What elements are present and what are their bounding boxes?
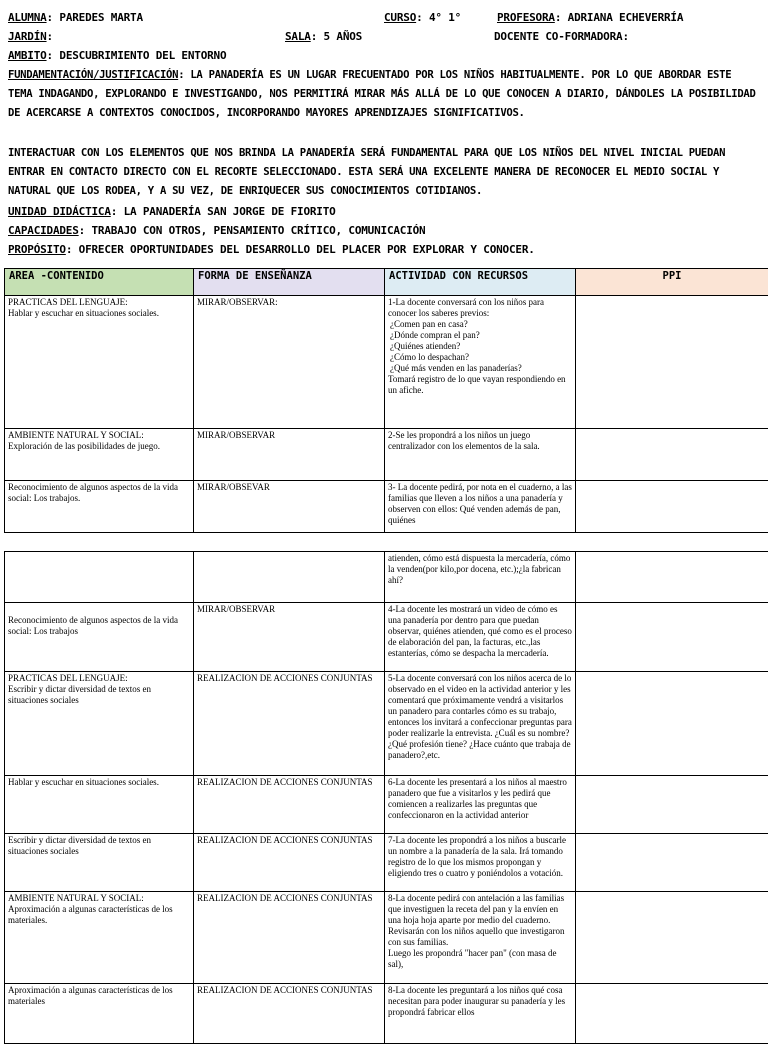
cell-ppi	[576, 984, 768, 1044]
cell-ppi	[576, 552, 768, 603]
fundamentacion-text: : LA PANADERÍA ES UN LUGAR FRECUENTADO POR LOS NIÑOS HABITUALMENTE. POR LO QUE ABORDAR ESTE TEMA INDAGANDO, EXPLORANDO E INVESTIGANDO, NOS PERMITIRÁ MIRAR MÁS ALLÁ DE LO QUE CONOCEN A DIARIO, DÁNDOLES LA POSIBILIDAD DE ACERCARSE A CONTEXTOS CONOCIDOS, INCORPORANDO MAYORES APRENDIZAJES SIGNIFICATIVOS.	[8, 69, 756, 119]
table-row	[5, 481, 768, 533]
proposito-label: PROPÓSITO	[8, 243, 66, 256]
unidad-label: UNIDAD DIDÁCTICA	[8, 205, 111, 218]
sala-value: : 5 AÑOS	[311, 30, 362, 43]
cell-ppi	[576, 481, 768, 533]
ambito-value: : DESCUBRIMIENTO DEL ENTORNO	[47, 49, 227, 62]
table-row	[5, 984, 768, 1044]
header-actividad-recursos: ACTIVIDAD CON RECURSOS	[385, 269, 576, 296]
cell-actividad: 7-La docente les propondrá a los niños a buscarle un nombre a la panadería de la sala. Irá tomando registro de lo que los mismos propongan y eligiendo tres o cuatro y poniéndolos a votación.	[385, 834, 576, 892]
table-row	[5, 552, 768, 603]
cell-ppi	[576, 776, 768, 834]
profesora-line	[497, 8, 683, 27]
cell-actividad: 6-La docente les presentará a los niños al maestro panadero que fue a visitarlos y les pedirá que comiencen a realizarles las preguntas que confeccionaron en la actividad anterior	[385, 776, 576, 834]
capacidades-value: : TRABAJO CON OTROS, PENSAMIENTO CRÍTICO, COMUNICACIÓN	[79, 224, 426, 237]
planning-table-2	[4, 551, 768, 1044]
curso-label: CURSO	[384, 11, 416, 24]
cell-area: Reconocimiento de algunos aspectos de la vida social: Los trabajos	[5, 603, 194, 672]
cell-forma: MIRAR/OBSEVAR	[194, 481, 385, 533]
header-ppi: PPI	[576, 269, 768, 296]
cell-actividad: 8-La docente pedirá con antelación a las familias que investiguen la receta del pan y la envíen en una hoja hoja aparte por medio del cuaderno. Revisarán con los niños aquello que investigaron con sus familias. Luego les propondrá "hacer pan" (con masa de sal),	[385, 892, 576, 984]
ambito-line	[8, 46, 226, 65]
header-forma-ensenanza: FORMA DE ENSEÑANZA	[194, 269, 385, 296]
header-area-contenido: AREA -CONTENIDO	[5, 269, 194, 296]
cell-forma: MIRAR/OBSERVAR	[194, 429, 385, 481]
cell-forma: REALIZACION DE ACCIONES CONJUNTAS	[194, 984, 385, 1044]
cell-area: Escribir y dictar diversidad de textos en situaciones sociales	[5, 834, 194, 892]
table-row	[5, 603, 768, 672]
cell-actividad: 5-La docente conversará con los niños acerca de lo observado en el video en la actividad anterior y les comentará que próximamente vendrá a visitarlos un panadero para contarles cómo es su trabajo, entonces los invitará a confeccionar preguntas para poder realizarle la entrevista. ¿Cuál es su nombre? ¿Qué profesión tiene? ¿Hace cuánto que trabaja de panadero?,etc.	[385, 672, 576, 776]
proposito-line	[8, 240, 535, 259]
docente-line	[494, 27, 629, 46]
cell-ppi	[576, 672, 768, 776]
table-row	[5, 892, 768, 984]
sala-line	[285, 27, 362, 46]
fundamentacion-label: FUNDAMENTACIÓN/JUSTIFICACIÓN	[8, 69, 178, 81]
interactuar-paragraph: INTERACTUAR CON LOS ELEMENTOS QUE NOS BRINDA LA PANADERÍA SERÁ FUNDAMENTAL PARA QUE LOS NIÑOS DEL NIVEL INICIAL PUEDAN ENTRAR EN CONTACTO DIRECTO CON EL RECORTE SELECCIONADO. ESTA SERÁ UNA EXCELENTE MANERA DE RECONOCER EL MEDIO SOCIAL Y NATURAL QUE LOS RODEA, Y A SU VEZ, DE ENRIQUECER SUS CONOCIMIENTOS COTIDIANOS.	[8, 144, 760, 202]
jardin-line	[8, 27, 53, 46]
table-row	[5, 429, 768, 481]
curso-value: : 4° 1°	[416, 11, 461, 24]
cell-forma: REALIZACION DE ACCIONES CONJUNTAS	[194, 776, 385, 834]
cell-area	[5, 552, 194, 603]
unidad-value: : LA PANADERÍA SAN JORGE DE FIORITO	[111, 205, 336, 218]
cell-ppi	[576, 429, 768, 481]
docente-label: DOCENTE CO-FORMADORA:	[494, 30, 629, 43]
table-row	[5, 296, 768, 429]
cell-ppi	[576, 296, 768, 429]
cell-area: Aproximación a algunas características de los materiales	[5, 984, 194, 1044]
capacidades-line	[8, 221, 425, 240]
table-row	[5, 672, 768, 776]
proposito-value: : OFRECER OPORTUNIDADES DEL DESARROLLO DEL PLACER POR EXPLORAR Y CONOCER.	[66, 243, 535, 256]
alumna-label: ALUMNA	[8, 11, 47, 24]
table-row	[5, 834, 768, 892]
cell-forma: MIRAR/OBSERVAR:	[194, 296, 385, 429]
cell-forma: REALIZACION DE ACCIONES CONJUNTAS	[194, 834, 385, 892]
cell-forma: MIRAR/OBSERVAR	[194, 603, 385, 672]
cell-actividad: 1-La docente conversará con los niños para conocer los saberes previos: ¿Comen pan en casa? ¿Dónde compran el pan? ¿Quiénes atienden? ¿Cómo lo despachan? ¿Qué más venden en las panaderías? Tomará registro de lo que vayan respondiendo en un afiche.	[385, 296, 576, 429]
alumna-value: : PAREDES MARTA	[47, 11, 143, 24]
unidad-line	[8, 202, 336, 221]
capacidades-label: CAPACIDADES	[8, 224, 79, 237]
cell-area: AMBIENTE NATURAL Y SOCIAL: Exploración de las posibilidades de juego.	[5, 429, 194, 481]
profesora-value: : ADRIANA ECHEVERRÍA	[555, 11, 683, 24]
cell-actividad: 3- La docente pedirá, por nota en el cuaderno, a las familias que lleven a los niños a una panadería y observen con ellos: Qué venden además de pan, quiénes	[385, 481, 576, 533]
cell-area: PRACTICAS DEL LENGUAJE: Hablar y escuchar en situaciones sociales.	[5, 296, 194, 429]
jardin-value: :	[47, 30, 53, 43]
curso-line	[384, 8, 461, 27]
ambito-label: AMBITO	[8, 49, 47, 62]
cell-area: Reconocimiento de algunos aspectos de la vida social: Los trabajos.	[5, 481, 194, 533]
cell-ppi	[576, 834, 768, 892]
cell-actividad: 4-La docente les mostrará un video de cómo es una panadería por dentro para que puedan observar, quiénes atienden, qué como es el proceso de elaboración del pan, la facturas, etc.,las estanterías, cómo se despacha la mercadería.	[385, 603, 576, 672]
cell-ppi	[576, 603, 768, 672]
cell-forma: REALIZACION DE ACCIONES CONJUNTAS	[194, 672, 385, 776]
cell-ppi	[576, 892, 768, 984]
planning-table-1	[4, 268, 768, 533]
cell-area: Hablar y escuchar en situaciones sociales.	[5, 776, 194, 834]
cell-forma	[194, 552, 385, 603]
alumna-line	[8, 8, 143, 27]
cell-area: PRACTICAS DEL LENGUAJE: Escribir y dictar diversidad de textos en situaciones sociales	[5, 672, 194, 776]
fundamentacion-paragraph	[8, 66, 760, 124]
cell-area: AMBIENTE NATURAL Y SOCIAL: Aproximación a algunas características de los materiales.	[5, 892, 194, 984]
cell-actividad: 2-Se les propondrá a los niños un juego centralizador con los elementos de la sala.	[385, 429, 576, 481]
jardin-label: JARDÍN	[8, 30, 47, 43]
profesora-label: PROFESORA	[497, 11, 555, 24]
cell-forma: REALIZACION DE ACCIONES CONJUNTAS	[194, 892, 385, 984]
sala-label: SALA	[285, 30, 311, 43]
table-row	[5, 776, 768, 834]
cell-actividad: 8-La docente les preguntará a los niños qué cosa necesitan para poder inaugurar su panadería y les propondrá fabricar ellos	[385, 984, 576, 1044]
cell-actividad: atienden, cómo está dispuesta la mercadería, cómo la venden(por kilo,por docena, etc.);¿la fabrican ahí?	[385, 552, 576, 603]
